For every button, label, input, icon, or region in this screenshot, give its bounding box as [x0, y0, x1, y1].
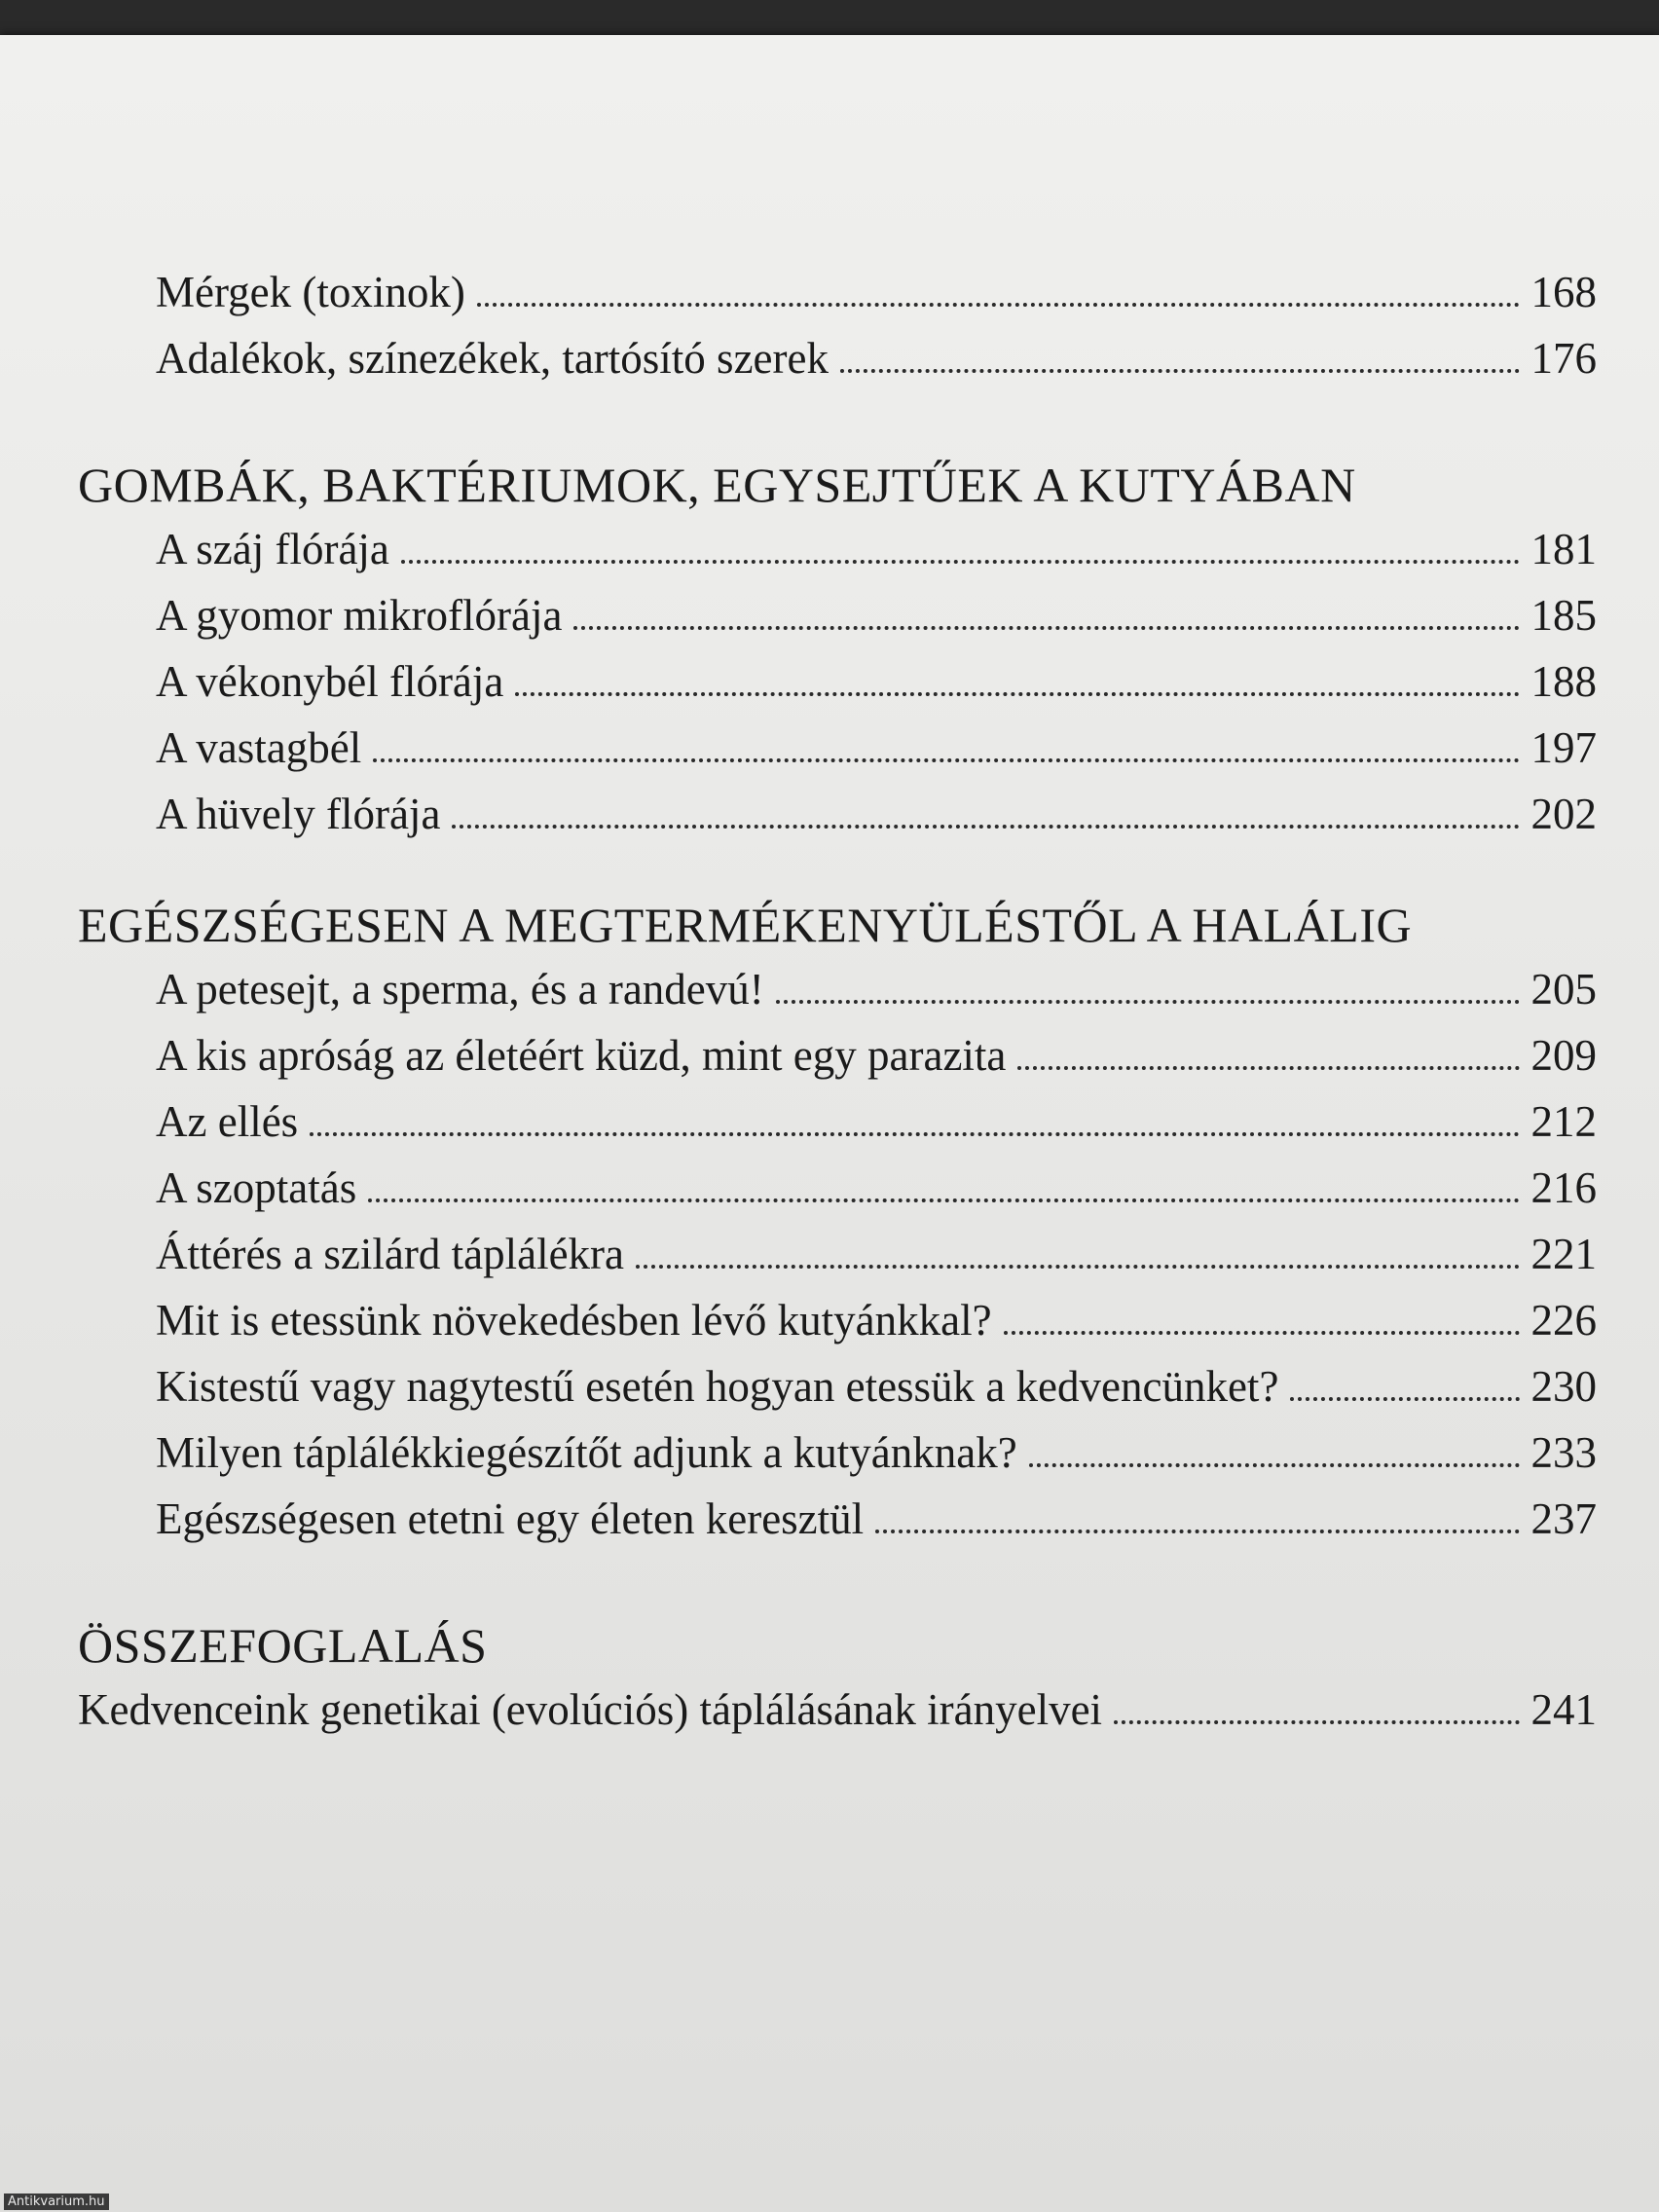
toc-page-number: 202	[1530, 790, 1597, 838]
toc-page-number: 176	[1530, 334, 1597, 383]
dot-leader	[636, 1255, 1519, 1269]
toc-entry	[78, 715, 1597, 781]
dot-leader	[310, 1123, 1519, 1136]
toc-page-number: 205	[1530, 965, 1597, 1014]
toc-page-number: 216	[1530, 1163, 1597, 1212]
toc-page-number: 233	[1530, 1428, 1597, 1477]
toc-page-number: 181	[1530, 525, 1597, 573]
toc-page-number: 237	[1530, 1494, 1597, 1543]
dot-leader	[1114, 1711, 1519, 1724]
toc-entry	[78, 781, 1597, 847]
toc-entry	[78, 1155, 1597, 1221]
toc-entry	[78, 1088, 1597, 1155]
toc-entry-label: A száj flórája	[156, 525, 389, 573]
toc-page-number: 209	[1530, 1031, 1597, 1080]
toc-entry	[78, 1419, 1597, 1486]
toc-page-number: 212	[1530, 1097, 1597, 1146]
toc-page-number: 230	[1530, 1362, 1597, 1411]
toc-entry-label: Kedvenceink genetikai (evolúciós) táplálásának irányelvei	[78, 1685, 1103, 1734]
toc-entry-label: A hüvely flórája	[156, 790, 441, 838]
dot-leader	[1004, 1321, 1520, 1335]
toc-entry	[78, 1353, 1597, 1419]
watermark: Antikvarium.hu	[4, 2194, 109, 2210]
toc-page-number: 226	[1530, 1296, 1597, 1345]
toc-entry-label: Egészségesen etetni egy életen keresztül	[156, 1494, 865, 1543]
dot-leader	[875, 1520, 1519, 1533]
toc-entry-label: Kistestű vagy nagytestű esetén hogyan etessük a kedvencünket?	[156, 1362, 1279, 1411]
dot-leader	[401, 550, 1520, 564]
toc-entry	[78, 1677, 1597, 1743]
table-of-contents	[78, 259, 1597, 1743]
toc-page-number: 197	[1530, 723, 1597, 772]
toc-entry	[78, 259, 1597, 325]
toc-page-number: 185	[1530, 591, 1597, 640]
toc-entry	[78, 325, 1597, 391]
toc-entry	[78, 1221, 1597, 1287]
dot-leader	[1029, 1454, 1520, 1467]
dot-leader	[368, 1189, 1519, 1202]
toc-page-number: 188	[1530, 657, 1597, 706]
toc-page-number: 241	[1530, 1685, 1597, 1734]
toc-page-number: 168	[1530, 268, 1597, 316]
toc-entry	[78, 956, 1597, 1022]
toc-entry-label: Milyen táplálékkiegészítőt adjunk a kutyánknak?	[156, 1428, 1017, 1477]
toc-entry	[78, 516, 1597, 582]
toc-entry	[78, 1022, 1597, 1088]
dot-leader	[776, 990, 1520, 1004]
toc-entry	[78, 648, 1597, 715]
dot-leader	[452, 815, 1519, 829]
dot-leader	[1017, 1056, 1519, 1070]
dot-leader	[373, 749, 1519, 762]
toc-entry-label: A gyomor mikroflórája	[156, 591, 563, 640]
toc-entry	[78, 1486, 1597, 1552]
toc-entry	[78, 582, 1597, 648]
toc-entry-label: A vékonybél flórája	[156, 657, 504, 706]
toc-entry-label: Az ellés	[156, 1097, 299, 1146]
dot-leader	[477, 293, 1520, 307]
section-title: GOMBÁK, BAKTÉRIUMOK, EGYSEJTŰEK A KUTYÁBAN	[78, 458, 1356, 512]
toc-entry-label: A petesejt, a sperma, és a randevú!	[156, 965, 764, 1014]
toc-page-number: 221	[1530, 1230, 1597, 1278]
toc-entry-label: Áttérés a szilárd táplálékra	[156, 1230, 625, 1278]
toc-entry-label: A szoptatás	[156, 1163, 357, 1212]
toc-entry-label: A kis apróság az életéért küzd, mint egy parazita	[156, 1031, 1007, 1080]
toc-entry-label: Mérgek (toxinok)	[156, 268, 465, 316]
dot-leader	[515, 682, 1519, 696]
dot-leader	[573, 616, 1519, 630]
dot-leader	[840, 359, 1520, 373]
toc-entry-label: Adalékok, színezékek, tartósító szerek	[156, 334, 829, 383]
section-title: EGÉSZSÉGESEN A MEGTERMÉKENYÜLÉSTŐL A HALÁLIG	[78, 898, 1413, 952]
toc-entry	[78, 1287, 1597, 1353]
book-page	[0, 35, 1659, 2212]
toc-entry-label: Mit is etessünk növekedésben lévő kutyánkkal?	[156, 1296, 992, 1345]
toc-entry-label: A vastagbél	[156, 723, 362, 772]
dot-leader	[1290, 1387, 1519, 1401]
section-title: ÖSSZEFOGLALÁS	[78, 1618, 488, 1673]
